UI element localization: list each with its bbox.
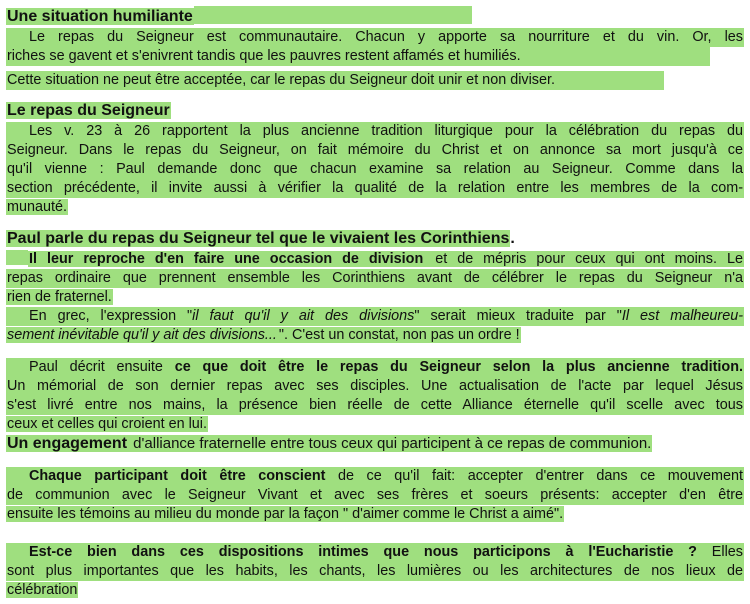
paragraph-line: qu'il vienne : Paul demande donc que chacun examine sa relation au Seigneur. Comme dans la	[7, 161, 743, 177]
section-participant	[6, 467, 744, 524]
paragraph-line: Un mémorial de son dernier repas avec ses disciples. Une actualisation de l'acte par lequel Jésus	[7, 378, 743, 394]
paragraph-line: de communion avec le Seigneur Vivant et avec ses frères et soeurs présents: accepter d'en être	[7, 487, 743, 503]
heading-text: Le repas du Seigneur	[7, 102, 170, 119]
heading-text: Une situation humiliante	[7, 8, 193, 25]
indent-marker	[7, 28, 29, 43]
highlight-bar	[194, 6, 472, 24]
section-repas-du-seigneur	[6, 100, 744, 217]
paragraph-line: En grec, l'expression "il faut qu'il y ait des divisions" serait mieux traduite par "Il est malheureu-	[6, 307, 744, 326]
indent-marker	[7, 307, 29, 322]
paragraph-line: Chaque participant doit être conscient de ce qu'il fait: accepter d'entrer dans ce mouvement	[6, 467, 744, 486]
indent-marker	[6, 250, 28, 265]
paragraph-line: ensuite les témoins au milieu du monde par la façon " d'aimer comme le Christ a aimé".	[7, 506, 564, 522]
section-tradition	[6, 358, 744, 453]
paragraph-line: Cette situation ne peut être acceptée, car le repas du Seigneur doit unir et non diviser.	[6, 71, 664, 90]
paragraph-line: munauté.	[7, 199, 68, 215]
paragraph-line: s'est livré entre nos mains, la présence bien réelle de cette Alliance éternelle qu'il scelle avec tous	[7, 397, 743, 413]
paragraph-line: Seigneur. Dans le repas du Seigneur, on fait mémoire du Christ et on annonce sa mort jusqu'à ce	[7, 142, 743, 158]
paragraph-line: rien de fraternel.	[7, 289, 112, 305]
section-eucharistie	[6, 543, 744, 600]
indent-marker	[7, 467, 29, 482]
indent-marker	[7, 543, 29, 558]
paragraph-line: riches se gavent et s'enivrent tandis que les pauvres restent affamés et humiliés.	[6, 47, 710, 66]
paragraph-line: Est-ce bien dans ces dispositions intimes que nous participons à l'Eucharistie ? Elles	[6, 543, 744, 562]
paragraph-line: Un engagement d'alliance fraternelle entre tous ceux qui participent à ce repas de communion.	[7, 435, 652, 452]
paragraph-line: repas ordinaire que prennent ensemble les Corinthiens avant de célébrer le repas du Seigneur n'a	[7, 270, 743, 286]
paragraph-line: ceux et celles qui croient en lui.	[7, 416, 207, 432]
paragraph-line: sont plus importantes que les habits, les chants, les lumières ou les architectures de nos lieux de	[7, 563, 743, 579]
section-heading: Paul parle du repas du Seigneur tel que le vivaient les Corinthiens.	[7, 230, 515, 247]
paragraph-line: célébration	[7, 582, 78, 598]
paragraph-line: Il leur reproche d'en faire une occasion de division et de mépris pour ceux qui ont moins. Le	[6, 250, 744, 269]
section-situation-humiliante	[6, 6, 744, 90]
section-heading	[6, 100, 744, 122]
section-heading	[6, 6, 744, 28]
paragraph-line: sement inévitable qu'il y ait des divisions... ". C'est un constat, non pas un ordre !	[7, 327, 520, 343]
paragraph-line: Paul décrit ensuite ce que doit être le repas du Seigneur selon la plus ancienne tradition.	[6, 358, 744, 377]
indent-marker	[7, 358, 29, 373]
paragraph-line: Le repas du Seigneur est communautaire. Chacun y apporte sa nourriture et du vin. Or, les	[6, 28, 744, 47]
section-corinthiens	[6, 228, 744, 345]
paragraph-line: section précédente, il invite aussi à vérifier la qualité de la relation entre les membres de la com-	[7, 180, 743, 196]
paragraph-line: Les v. 23 à 26 rapportent la plus ancienne tradition liturgique pour la célébration du repas du	[6, 122, 744, 141]
heading-text: Paul parle du repas du Seigneur tel que le vivaient les Corinthiens	[7, 230, 510, 247]
indent-marker	[7, 122, 29, 137]
